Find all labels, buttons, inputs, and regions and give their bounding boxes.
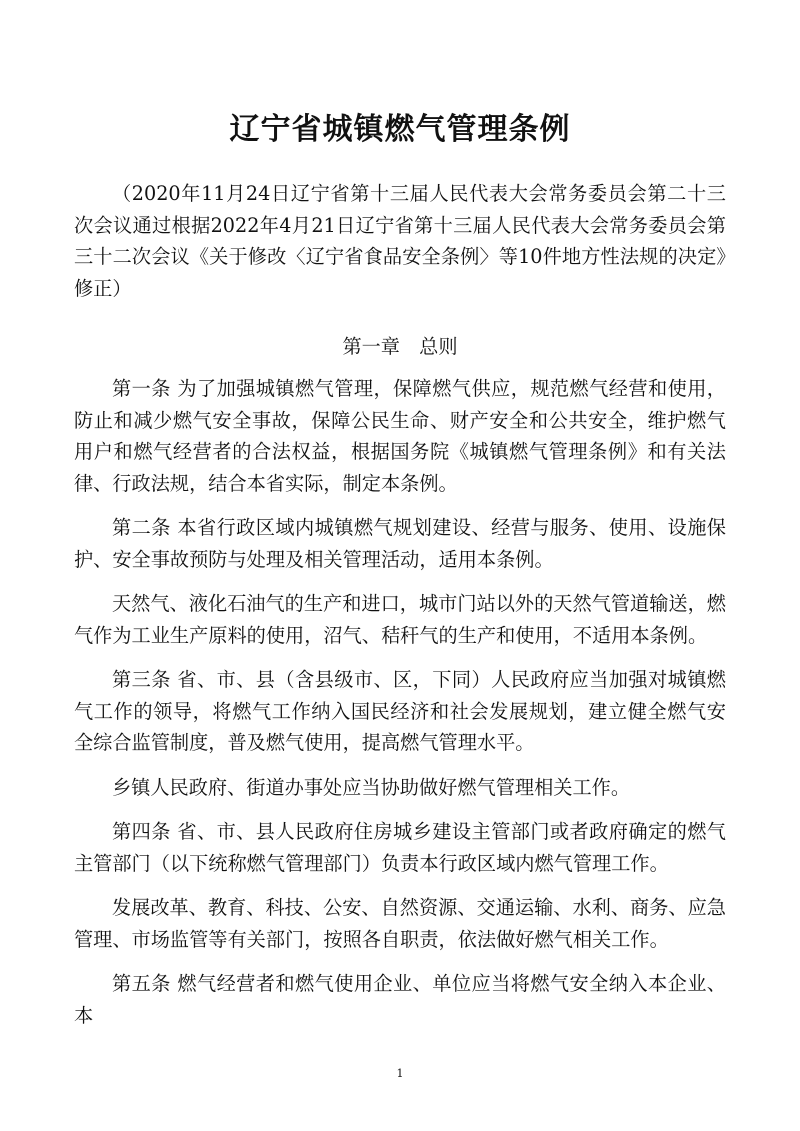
document-title: 辽宁省城镇燃气管理条例 <box>229 112 571 147</box>
article-5-paragraph: 第五条 燃气经营者和燃气使用企业、单位应当将燃气安全纳入本企业、本 <box>74 972 726 1027</box>
article-2-paragraph: 第二条 本省行政区域内城镇燃气规划建设、经营与服务、使用、设施保护、安全事故预防与处理及相关管理活动，适用本条例。 <box>74 516 726 571</box>
article-3-paragraph: 第三条 省、市、县（含县级市、区，下同）人民政府应当加强对城镇燃气工作的领导，将燃气工作纳入国民经济和社会发展规划，建立健全燃气安全综合监管制度，普及燃气使用，提高燃气管理水平。 <box>74 668 726 754</box>
adoption-note: （2020年11月24日辽宁省第十三届人民代表大会常务委员会第二十三次会议通过根据2022年4月21日辽宁省第十三届人民代表大会常务委员会第三十二次会议《关于修改〈辽宁省食品安全条例〉等10件地方性法规的决定》修正） <box>74 182 726 300</box>
article-4-paragraph: 第四条 省、市、县人民政府住房城乡建设主管部门或者政府确定的燃气主管部门（以下统称燃气管理部门）负责本行政区域内燃气管理工作。 <box>74 820 726 875</box>
document-body <box>74 373 726 1044</box>
article-4-departments-paragraph: 发展改革、教育、科技、公安、自然资源、交通运输、水利、商务、应急管理、市场监管等有关部门，按照各自职责，依法做好燃气相关工作。 <box>74 896 726 951</box>
article-1-paragraph: 第一条 为了加强城镇燃气管理，保障燃气供应，规范燃气经营和使用，防止和减少燃气安全事故，保障公民生命、财产安全和公共安全，维护燃气用户和燃气经营者的合法权益，根据国务院《城镇燃气管理条例》和有关法律、行政法规，结合本省实际，制定本条例。 <box>74 377 726 495</box>
article-2-exclusion-paragraph: 天然气、液化石油气的生产和进口，城市门站以外的天然气管道输送，燃气作为工业生产原料的使用，沼气、秸秆气的生产和使用，不适用本条例。 <box>74 592 726 647</box>
article-3-township-paragraph: 乡镇人民政府、街道办事处应当协助做好燃气管理相关工作。 <box>112 775 631 799</box>
page-number: 1 <box>396 1067 404 1080</box>
chapter-heading: 第一章 总则 <box>342 335 458 358</box>
